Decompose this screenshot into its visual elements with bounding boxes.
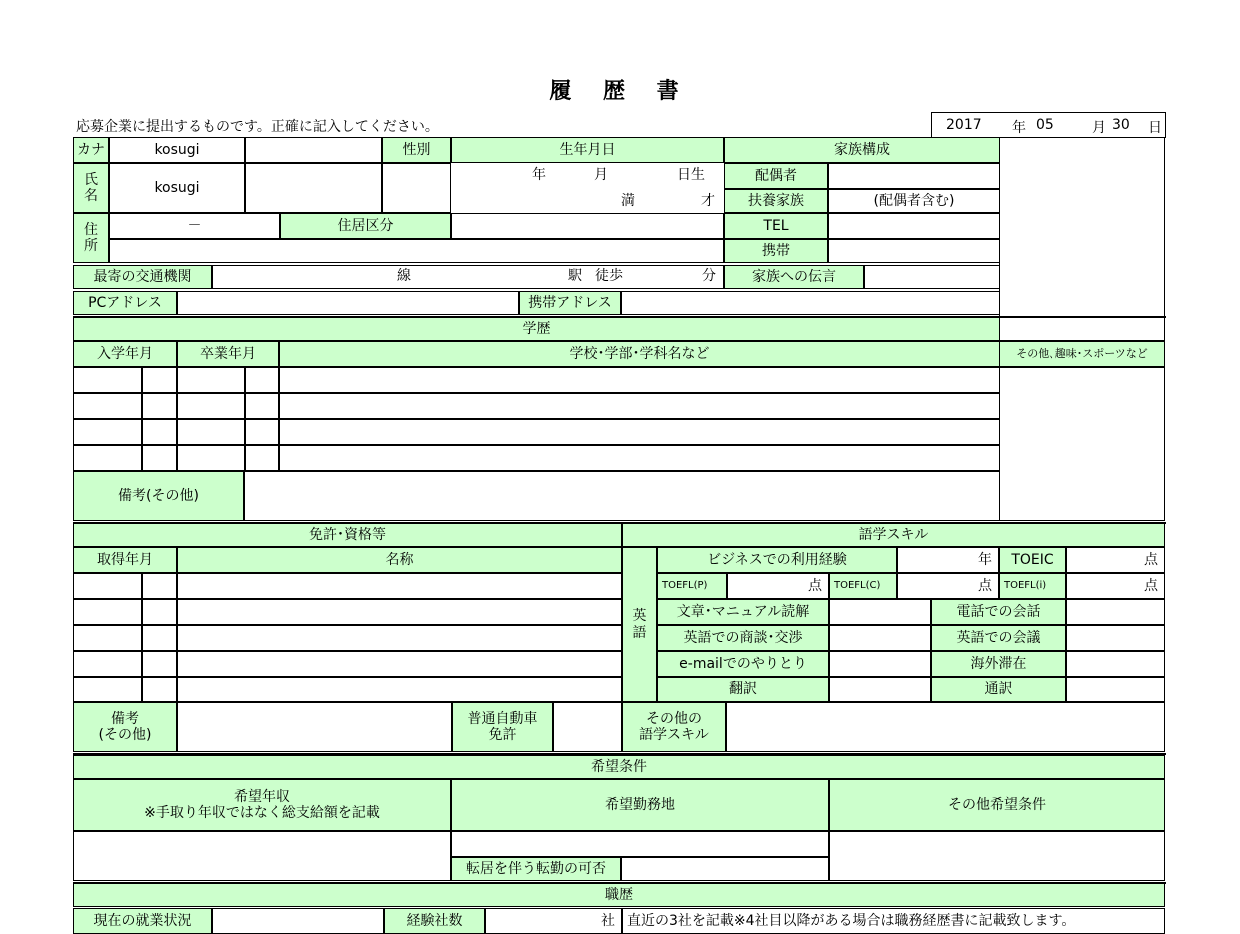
abroad-label: 海外滞在 — [931, 651, 1066, 677]
license-date-label: 取得年月 — [73, 547, 177, 573]
hobby-field[interactable] — [999, 367, 1165, 521]
edu-row-cell[interactable] — [245, 367, 279, 393]
document-title: 履 歴 書 — [549, 79, 691, 104]
license-row-cell[interactable] — [142, 651, 177, 677]
divider — [73, 753, 1166, 755]
name-field[interactable]: kosugi — [109, 163, 245, 213]
email-label: e-mailでのやりとり — [657, 651, 829, 677]
age-suffix: 才 — [701, 192, 715, 209]
toefl-c-field[interactable]: 点 — [897, 573, 999, 599]
business-years-field[interactable]: 年 — [897, 547, 999, 573]
pc-address-label: PCアドレス — [73, 291, 177, 315]
edu-row-cell[interactable] — [177, 393, 245, 419]
other-language-label: その他の 語学スキル — [622, 702, 726, 752]
license-row-cell[interactable] — [142, 625, 177, 651]
car-license-field[interactable] — [553, 702, 622, 752]
edu-row-cell[interactable] — [245, 445, 279, 471]
birth-day: 日生 — [677, 166, 705, 183]
license-row-cell[interactable] — [142, 677, 177, 702]
edu-row-cell[interactable] — [279, 393, 1000, 419]
salary-label: 希望年収 ※手取り年収ではなく総支給額を記載 — [73, 779, 451, 831]
dependents-field[interactable]: (配偶者含む) — [828, 189, 1000, 213]
license-row-cell[interactable] — [177, 625, 622, 651]
relocation-label: 転居を伴う転勤の可否 — [451, 857, 621, 881]
edu-row-cell[interactable] — [73, 367, 142, 393]
edu-row-cell[interactable] — [142, 419, 177, 445]
transport-label: 最寄の交通機関 — [73, 265, 212, 289]
edu-row-cell[interactable] — [177, 367, 245, 393]
divider — [73, 316, 1166, 318]
license-row-cell[interactable] — [177, 573, 622, 599]
other-wishes-field[interactable] — [829, 831, 1165, 881]
birth-month: 月 — [594, 166, 608, 183]
career-note: 直近の3社を記載※4社目以降がある場合は職務経歴書に記載致します。 — [622, 908, 1165, 934]
translation-field[interactable] — [829, 677, 931, 702]
interpretation-label: 通訳 — [931, 677, 1066, 702]
salary-field[interactable] — [73, 831, 451, 881]
translation-label: 翻訳 — [657, 677, 829, 702]
toefl-i-field[interactable]: 点 — [1066, 573, 1165, 599]
interpretation-field[interactable] — [1066, 677, 1165, 702]
kana-field-2[interactable] — [245, 137, 382, 163]
meeting-field[interactable] — [1066, 625, 1165, 651]
phone-field[interactable] — [1066, 599, 1165, 625]
birth-field[interactable] — [451, 163, 725, 214]
residence-field[interactable] — [451, 213, 724, 239]
business-use-label: ビジネスでの利用経験 — [657, 547, 897, 573]
edu-row-cell[interactable] — [245, 393, 279, 419]
english-label: 英 語 — [622, 547, 657, 702]
date-month-label: 月 — [1092, 120, 1106, 136]
mobile-label: 携帯 — [724, 239, 828, 263]
edu-row-cell[interactable] — [279, 445, 1000, 471]
edu-row-cell[interactable] — [142, 393, 177, 419]
date-box — [931, 112, 1166, 138]
transport-station: 駅 — [568, 267, 582, 284]
edu-school-label: 学校･学部･学科名など — [279, 341, 1000, 367]
license-row-cell[interactable] — [177, 651, 622, 677]
license-row-cell[interactable] — [177, 599, 622, 625]
reading-field[interactable] — [829, 599, 931, 625]
abroad-field[interactable] — [1066, 651, 1165, 677]
gender-field[interactable] — [382, 163, 451, 213]
gender-label: 性別 — [382, 137, 451, 163]
license-row-cell[interactable] — [73, 573, 142, 599]
date-day[interactable]: 30 — [1112, 117, 1130, 133]
career-title: 職歴 — [73, 883, 1165, 907]
license-row-cell[interactable] — [73, 599, 142, 625]
edu-entry-label: 入学年月 — [73, 341, 177, 367]
kana-field[interactable]: kosugi — [109, 137, 245, 163]
education-title: 学歴 — [73, 317, 1000, 341]
family-title: 家族構成 — [724, 137, 1000, 163]
intro-text: 応募企業に提出するものです。正確に記入してください。 — [76, 119, 439, 135]
edu-row-cell[interactable] — [177, 419, 245, 445]
family-message-label: 家族への伝言 — [724, 265, 864, 289]
license-row-cell[interactable] — [142, 599, 177, 625]
edu-row-cell[interactable] — [73, 393, 142, 419]
reading-label: 文章･マニュアル読解 — [657, 599, 829, 625]
license-notes-label: 備考 (その他) — [73, 702, 177, 752]
birth-label: 生年月日 — [451, 137, 724, 163]
work-status-field[interactable] — [212, 908, 384, 934]
work-status-label: 現在の就業状況 — [73, 908, 212, 934]
name-field-2[interactable] — [245, 163, 382, 213]
transport-field[interactable] — [212, 265, 724, 289]
transport-line: 線 — [397, 267, 411, 284]
edu-grad-label: 卒業年月 — [177, 341, 279, 367]
edu-row-cell[interactable] — [73, 419, 142, 445]
transport-minutes: 分 — [702, 267, 716, 284]
mobile-address-field[interactable] — [621, 291, 1000, 315]
edu-row-cell[interactable] — [142, 367, 177, 393]
transport-walk: 徒歩 — [595, 267, 623, 284]
companies-label: 経験社数 — [384, 908, 485, 934]
other-wishes-label: その他希望条件 — [829, 779, 1165, 831]
toefl-i-label: TOEFL(i) — [999, 573, 1066, 599]
toeic-field[interactable]: 点 — [1066, 547, 1165, 573]
dependents-label: 扶養家族 — [724, 189, 828, 213]
toefl-p-field[interactable]: 点 — [727, 573, 829, 599]
kana-label: カナ — [73, 137, 109, 163]
license-name-label: 名称 — [177, 547, 622, 573]
edu-row-cell[interactable] — [142, 445, 177, 471]
address-field[interactable] — [109, 239, 724, 263]
date-year-label: 年 — [1012, 120, 1026, 136]
toefl-p-label: TOEFL(P) — [657, 573, 727, 599]
license-title: 免許･資格等 — [73, 523, 622, 547]
residence-label: 住居区分 — [280, 213, 451, 239]
license-row-cell[interactable] — [73, 625, 142, 651]
car-license-label: 普通自動車 免許 — [452, 702, 553, 752]
toefl-c-label: TOEFL(C) — [829, 573, 897, 599]
birth-year: 年 — [532, 166, 546, 183]
mobile-field[interactable] — [828, 239, 1000, 263]
spouse-label: 配偶者 — [724, 163, 828, 189]
other-language-field[interactable] — [726, 702, 1165, 752]
photo-area[interactable] — [999, 137, 1165, 341]
address-label: 住 所 — [73, 213, 109, 263]
language-title: 語学スキル — [622, 523, 1165, 547]
license-notes-field[interactable] — [177, 702, 452, 752]
relocation-field[interactable] — [621, 857, 829, 881]
edu-row-cell[interactable] — [73, 445, 142, 471]
divider — [73, 882, 1166, 884]
phone-label: 電話での会話 — [931, 599, 1066, 625]
wishes-title: 希望条件 — [73, 755, 1165, 779]
companies-field[interactable]: 社 — [485, 908, 622, 934]
mobile-address-label: 携帯アドレス — [519, 291, 621, 315]
family-message-field[interactable] — [864, 265, 1000, 289]
edu-notes-field[interactable] — [244, 471, 1000, 521]
date-year[interactable]: 2017 — [946, 117, 982, 133]
edu-notes-label: 備考(その他) — [73, 471, 244, 521]
postal-field[interactable]: － — [109, 213, 280, 239]
date-month[interactable]: 05 — [1036, 117, 1054, 133]
pc-address-field[interactable] — [177, 291, 519, 315]
age-prefix: 満 — [621, 192, 635, 209]
edu-row-cell[interactable] — [177, 445, 245, 471]
tel-field[interactable] — [828, 213, 1000, 239]
edu-row-cell[interactable] — [279, 419, 1000, 445]
negotiation-field[interactable] — [829, 625, 931, 651]
license-row-cell[interactable] — [177, 677, 622, 702]
email-field[interactable] — [829, 651, 931, 677]
tel-label: TEL — [724, 213, 828, 239]
edu-row-cell[interactable] — [279, 367, 1000, 393]
name-label: 氏 名 — [73, 163, 109, 213]
negotiation-label: 英語での商談･交渉 — [657, 625, 829, 651]
license-row-cell[interactable] — [73, 651, 142, 677]
toeic-label: TOEIC — [999, 547, 1066, 573]
location-field[interactable] — [451, 831, 829, 857]
meeting-label: 英語での会議 — [931, 625, 1066, 651]
location-label: 希望勤務地 — [451, 779, 829, 831]
hobby-label: その他､趣味･スポーツなど — [999, 341, 1165, 367]
divider — [73, 522, 1166, 524]
license-row-cell[interactable] — [142, 573, 177, 599]
date-day-label: 日 — [1148, 120, 1162, 136]
spouse-field[interactable] — [828, 163, 1000, 189]
license-row-cell[interactable] — [73, 677, 142, 702]
edu-row-cell[interactable] — [245, 419, 279, 445]
